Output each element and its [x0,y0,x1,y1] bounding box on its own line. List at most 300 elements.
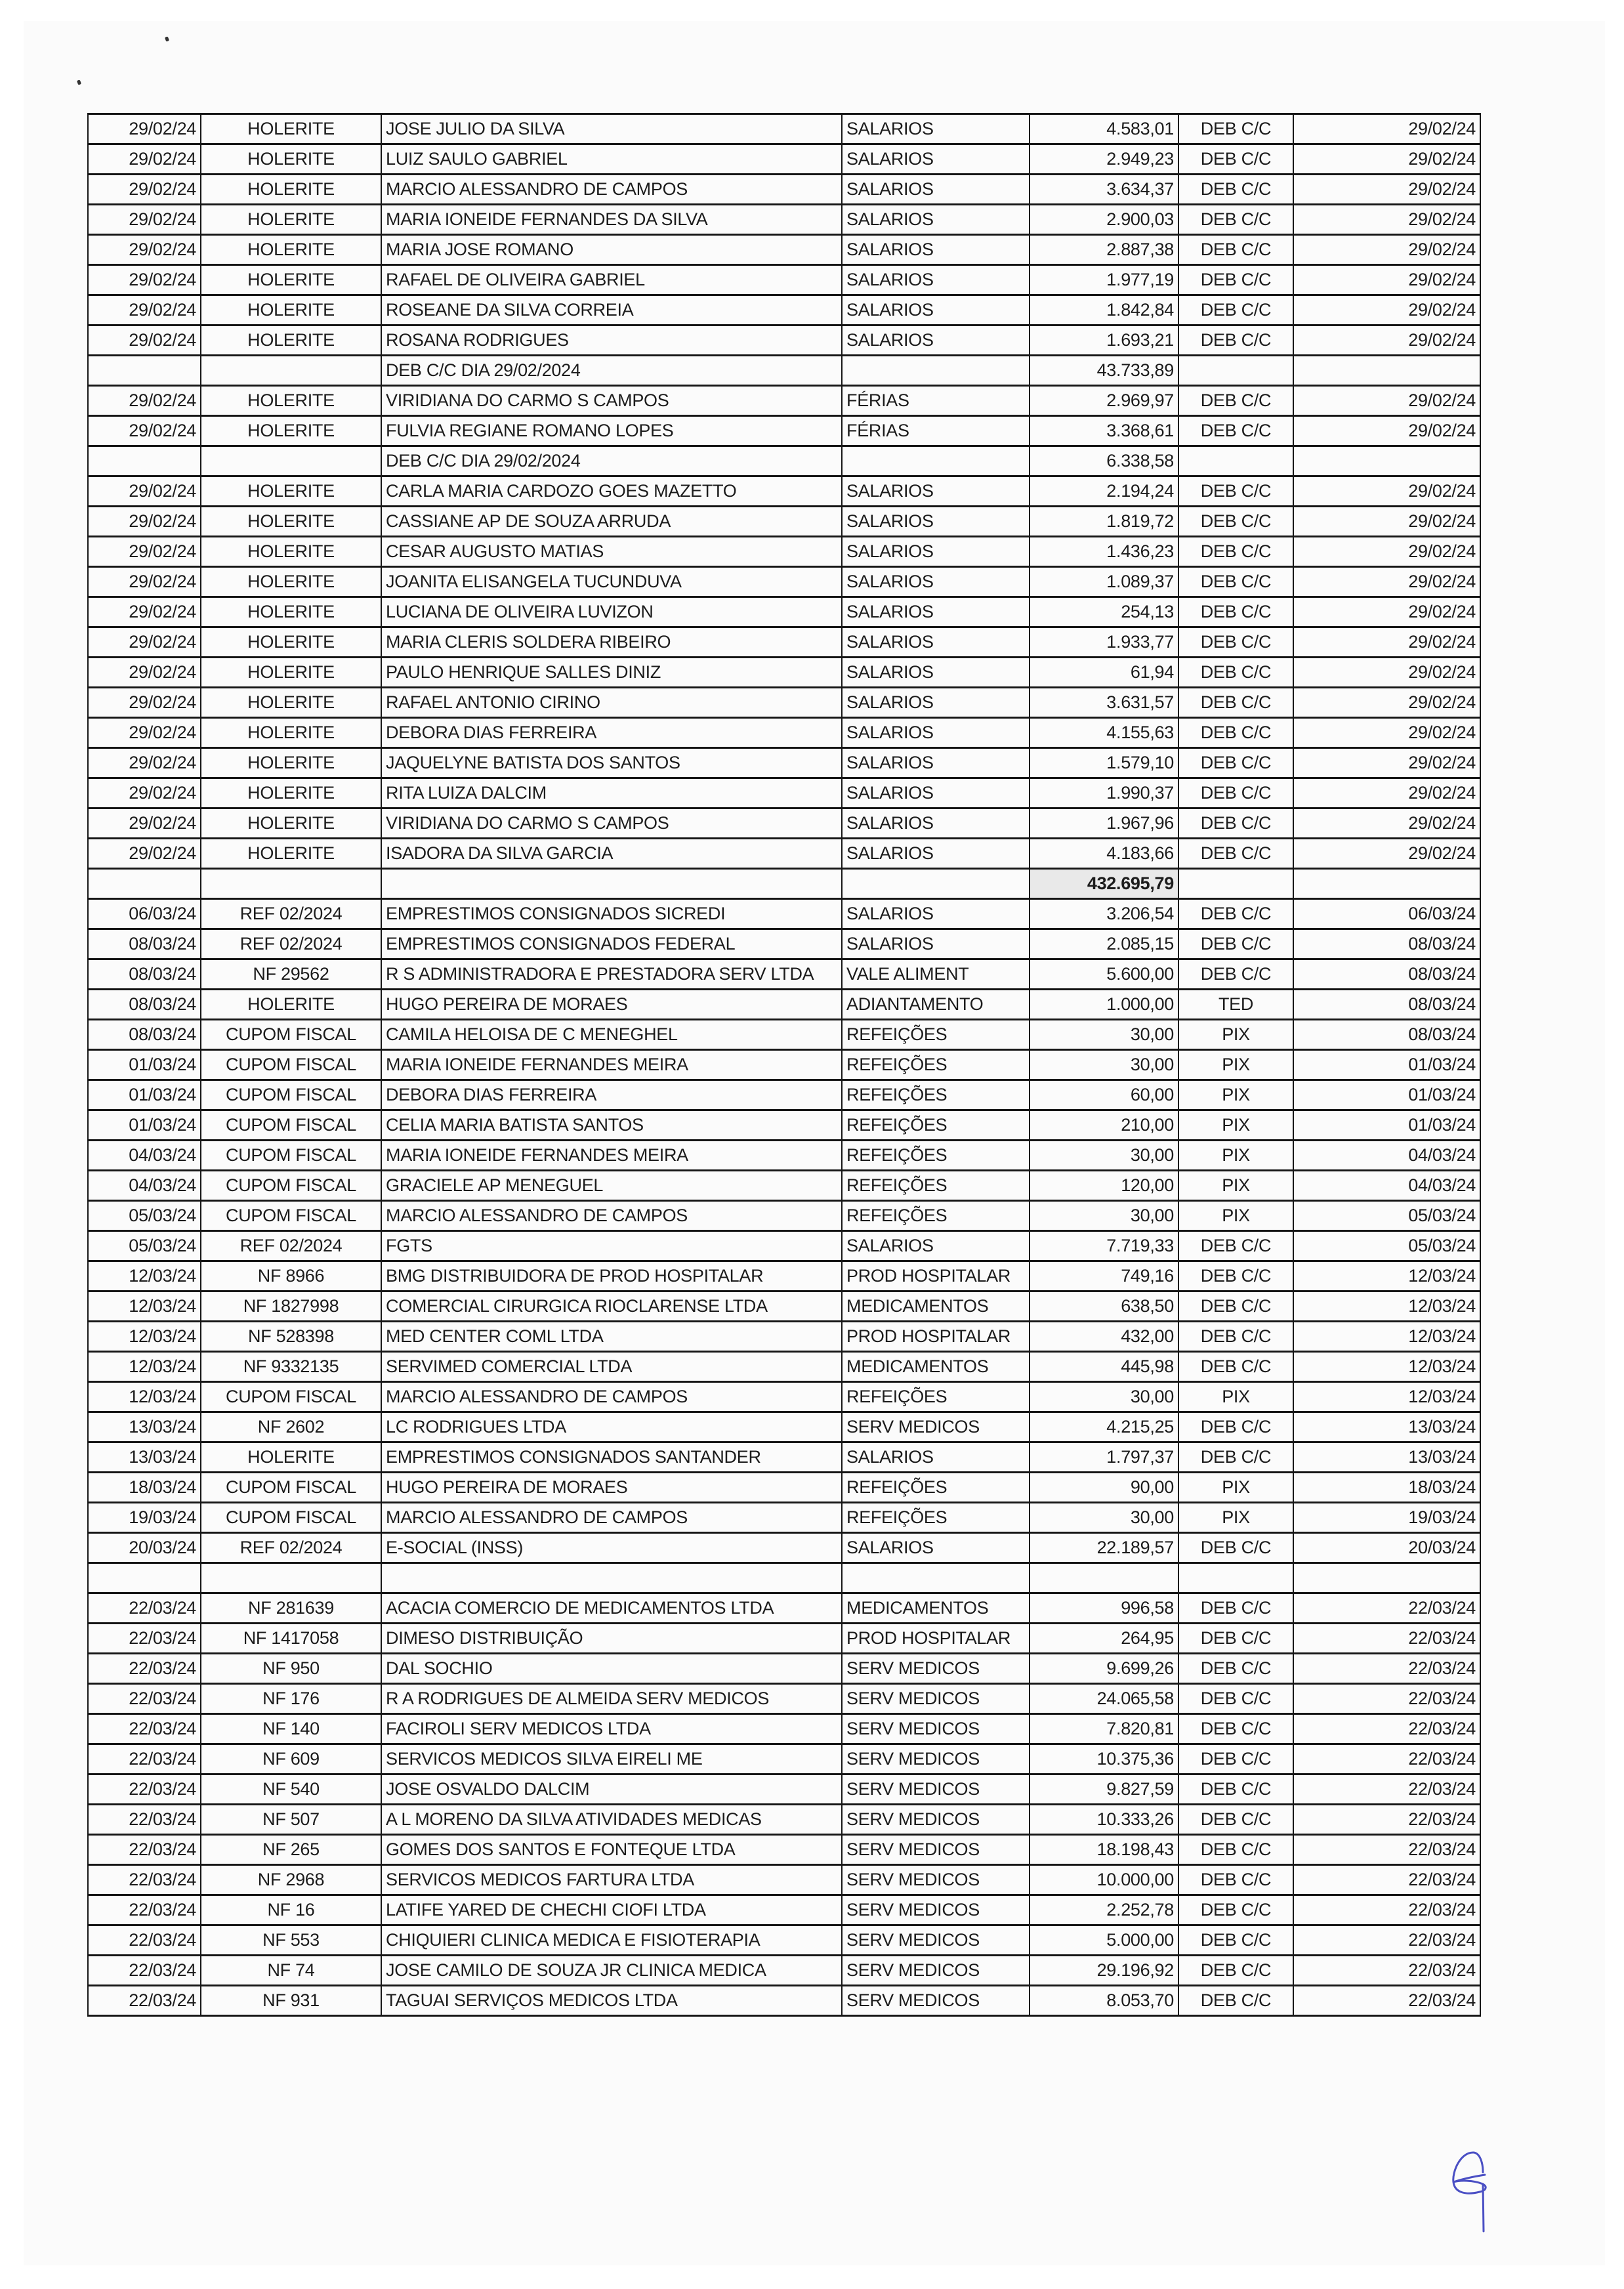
payment-method-cell: DEB C/C [1178,1986,1293,2016]
description-cell: MARIA IONEIDE FERNANDES DA SILVA [381,205,842,235]
amount-cell: 5.000,00 [1030,1925,1178,1956]
description-cell: MARIA JOSE ROMANO [381,235,842,265]
payment-date-cell: 18/03/24 [1293,1473,1480,1503]
document-ref-cell: NF 265 [201,1835,381,1865]
entry-date-cell: 29/02/24 [88,688,201,718]
payment-date-cell: 01/03/24 [1293,1050,1480,1080]
payment-date-cell: 04/03/24 [1293,1141,1480,1171]
payment-date-cell: 29/02/24 [1293,567,1480,597]
table-row [88,627,1480,658]
entry-date-cell: 01/03/24 [88,1080,201,1110]
description-cell: VIRIDIANA DO CARMO S CAMPOS [381,808,842,839]
category-cell: SERV MEDICOS [842,1835,1030,1865]
amount-cell: 10.375,36 [1030,1744,1178,1774]
entry-date-cell [88,356,201,386]
category-cell [842,446,1030,476]
description-cell: MARIA IONEIDE FERNANDES MEIRA [381,1141,842,1171]
expense-ledger-table [87,113,1481,2017]
payment-date-cell: 29/02/24 [1293,235,1480,265]
description-cell: JOSE CAMILO DE SOUZA JR CLINICA MEDICA [381,1956,842,1986]
entry-date-cell: 06/03/24 [88,899,201,929]
description-cell: MARCIO ALESSANDRO DE CAMPOS [381,1503,842,1533]
payment-date-cell: 29/02/24 [1293,386,1480,416]
category-cell: SALARIOS [842,144,1030,175]
description-cell: EMPRESTIMOS CONSIGNADOS SANTANDER [381,1442,842,1473]
category-cell: REFEIÇÕES [842,1050,1030,1080]
document-ref-cell: NF 540 [201,1774,381,1805]
category-cell: REFEIÇÕES [842,1201,1030,1231]
description-cell: GOMES DOS SANTOS E FONTEQUE LTDA [381,1835,842,1865]
table-row [88,1261,1480,1292]
document-ref-cell: HOLERITE [201,235,381,265]
payment-method-cell: PIX [1178,1201,1293,1231]
payment-method-cell: DEB C/C [1178,778,1293,808]
payment-date-cell: 29/02/24 [1293,839,1480,869]
ledger-body [88,114,1480,2016]
entry-date-cell: 29/02/24 [88,235,201,265]
entry-date-cell: 22/03/24 [88,1744,201,1774]
category-cell: SALARIOS [842,114,1030,144]
amount-cell: 60,00 [1030,1080,1178,1110]
table-row [88,1352,1480,1382]
description-cell: MARCIO ALESSANDRO DE CAMPOS [381,175,842,205]
entry-date-cell: 29/02/24 [88,295,201,326]
amount-cell: 24.065,58 [1030,1684,1178,1714]
table-row [88,1503,1480,1533]
table-row [88,990,1480,1020]
entry-date-cell [88,1563,201,1593]
amount-cell: 4.215,25 [1030,1412,1178,1442]
document-ref-cell: NF 9332135 [201,1352,381,1382]
payment-method-cell: TED [1178,990,1293,1020]
payment-method-cell: PIX [1178,1171,1293,1201]
payment-date-cell: 22/03/24 [1293,1956,1480,1986]
document-ref-cell: REF 02/2024 [201,929,381,959]
amount-cell: 254,13 [1030,597,1178,627]
subtotal-row [88,356,1480,386]
payment-method-cell: DEB C/C [1178,1533,1293,1563]
category-cell: SALARIOS [842,1533,1030,1563]
payment-method-cell: DEB C/C [1178,959,1293,990]
payment-date-cell: 01/03/24 [1293,1110,1480,1141]
description-cell: LUIZ SAULO GABRIEL [381,144,842,175]
payment-method-cell: PIX [1178,1080,1293,1110]
category-cell: SERV MEDICOS [842,1744,1030,1774]
payment-date-cell: 22/03/24 [1293,1684,1480,1714]
amount-cell: 61,94 [1030,658,1178,688]
payment-date-cell: 04/03/24 [1293,1171,1480,1201]
amount-cell: 210,00 [1030,1110,1178,1141]
entry-date-cell: 29/02/24 [88,839,201,869]
payment-method-cell: DEB C/C [1178,929,1293,959]
payment-date-cell: 08/03/24 [1293,959,1480,990]
table-row [88,1684,1480,1714]
payment-date-cell: 22/03/24 [1293,1654,1480,1684]
amount-cell: 18.198,43 [1030,1835,1178,1865]
entry-date-cell: 22/03/24 [88,1654,201,1684]
category-cell: SALARIOS [842,507,1030,537]
amount-cell: 432,00 [1030,1322,1178,1352]
category-cell: REFEIÇÕES [842,1020,1030,1050]
table-row [88,1744,1480,1774]
table-row [88,1442,1480,1473]
entry-date-cell: 29/02/24 [88,416,201,446]
entry-date-cell: 01/03/24 [88,1110,201,1141]
payment-method-cell: DEB C/C [1178,265,1293,295]
document-ref-cell [201,1563,381,1593]
document-ref-cell: CUPOM FISCAL [201,1201,381,1231]
description-cell: RAFAEL ANTONIO CIRINO [381,688,842,718]
description-cell: CASSIANE AP DE SOUZA ARRUDA [381,507,842,537]
amount-cell: 749,16 [1030,1261,1178,1292]
amount-cell: 43.733,89 [1030,356,1178,386]
table-row [88,265,1480,295]
payment-date-cell: 29/02/24 [1293,205,1480,235]
document-ref-cell: NF 507 [201,1805,381,1835]
document-ref-cell: HOLERITE [201,295,381,326]
description-cell: LC RODRIGUES LTDA [381,1412,842,1442]
payment-date-cell: 22/03/24 [1293,1714,1480,1744]
amount-cell: 90,00 [1030,1473,1178,1503]
table-row [88,1805,1480,1835]
payment-date-cell [1293,1563,1480,1593]
entry-date-cell: 22/03/24 [88,1895,201,1925]
amount-cell: 10.333,26 [1030,1805,1178,1835]
entry-date-cell: 13/03/24 [88,1412,201,1442]
entry-date-cell: 29/02/24 [88,476,201,507]
entry-date-cell: 29/02/24 [88,778,201,808]
category-cell: SALARIOS [842,567,1030,597]
document-ref-cell: HOLERITE [201,748,381,778]
table-row [88,1201,1480,1231]
table-row [88,1050,1480,1080]
category-cell: SALARIOS [842,205,1030,235]
description-cell: R A RODRIGUES DE ALMEIDA SERV MEDICOS [381,1684,842,1714]
document-ref-cell: NF 2968 [201,1865,381,1895]
payment-date-cell: 29/02/24 [1293,688,1480,718]
entry-date-cell: 29/02/24 [88,567,201,597]
document-ref-cell: HOLERITE [201,416,381,446]
category-cell: REFEIÇÕES [842,1382,1030,1412]
table-row [88,1473,1480,1503]
payment-method-cell: DEB C/C [1178,235,1293,265]
category-cell: FÉRIAS [842,386,1030,416]
description-cell: SERVICOS MEDICOS FARTURA LTDA [381,1865,842,1895]
description-cell: DEBORA DIAS FERREIRA [381,718,842,748]
category-cell: SALARIOS [842,537,1030,567]
amount-cell: 3.631,57 [1030,688,1178,718]
category-cell: SALARIOS [842,597,1030,627]
amount-cell: 4.183,66 [1030,839,1178,869]
description-cell: HUGO PEREIRA DE MORAES [381,990,842,1020]
description-cell: FGTS [381,1231,842,1261]
document-ref-cell: CUPOM FISCAL [201,1503,381,1533]
entry-date-cell: 12/03/24 [88,1292,201,1322]
amount-cell [1030,1563,1178,1593]
entry-date-cell: 29/02/24 [88,627,201,658]
entry-date-cell: 08/03/24 [88,990,201,1020]
table-row [88,959,1480,990]
amount-cell: 30,00 [1030,1141,1178,1171]
description-cell: ACACIA COMERCIO DE MEDICAMENTOS LTDA [381,1593,842,1624]
payment-date-cell: 22/03/24 [1293,1593,1480,1624]
amount-cell: 29.196,92 [1030,1956,1178,1986]
payment-method-cell: DEB C/C [1178,1261,1293,1292]
amount-cell: 2.969,97 [1030,386,1178,416]
payment-date-cell: 12/03/24 [1293,1382,1480,1412]
payment-date-cell: 22/03/24 [1293,1774,1480,1805]
payment-date-cell: 22/03/24 [1293,1805,1480,1835]
description-cell: E-SOCIAL (INSS) [381,1533,842,1563]
payment-date-cell: 08/03/24 [1293,929,1480,959]
description-cell: VIRIDIANA DO CARMO S CAMPOS [381,386,842,416]
entry-date-cell: 22/03/24 [88,1774,201,1805]
amount-cell: 638,50 [1030,1292,1178,1322]
amount-cell: 445,98 [1030,1352,1178,1382]
category-cell: SALARIOS [842,235,1030,265]
payment-date-cell: 29/02/24 [1293,265,1480,295]
document-ref-cell: CUPOM FISCAL [201,1141,381,1171]
amount-cell: 120,00 [1030,1171,1178,1201]
table-row [88,1292,1480,1322]
document-ref-cell: HOLERITE [201,205,381,235]
payment-method-cell: DEB C/C [1178,839,1293,869]
description-cell: MARIA CLERIS SOLDERA RIBEIRO [381,627,842,658]
payment-date-cell: 29/02/24 [1293,748,1480,778]
category-cell: SERV MEDICOS [842,1714,1030,1744]
document-ref-cell [201,446,381,476]
entry-date-cell: 29/02/24 [88,205,201,235]
category-cell: SALARIOS [842,295,1030,326]
payment-method-cell: DEB C/C [1178,718,1293,748]
document-ref-cell: NF 609 [201,1744,381,1774]
entry-date-cell: 20/03/24 [88,1533,201,1563]
amount-cell: 1.693,21 [1030,326,1178,356]
payment-method-cell: PIX [1178,1050,1293,1080]
description-cell: CARLA MARIA CARDOZO GOES MAZETTO [381,476,842,507]
category-cell: MEDICAMENTOS [842,1352,1030,1382]
document-ref-cell: NF 74 [201,1956,381,1986]
document-ref-cell: HOLERITE [201,265,381,295]
description-cell: CELIA MARIA BATISTA SANTOS [381,1110,842,1141]
description-cell: DEB C/C DIA 29/02/2024 [381,356,842,386]
document-ref-cell: HOLERITE [201,507,381,537]
amount-cell: 7.719,33 [1030,1231,1178,1261]
document-ref-cell: CUPOM FISCAL [201,1050,381,1080]
category-cell [842,356,1030,386]
table-row [88,1654,1480,1684]
payment-date-cell: 29/02/24 [1293,808,1480,839]
description-cell: CHIQUIERI CLINICA MEDICA E FISIOTERAPIA [381,1925,842,1956]
category-cell: SERV MEDICOS [842,1412,1030,1442]
payment-method-cell [1178,446,1293,476]
payment-method-cell: DEB C/C [1178,748,1293,778]
payment-method-cell: DEB C/C [1178,1412,1293,1442]
description-cell: LATIFE YARED DE CHECHI CIOFI LTDA [381,1895,842,1925]
payment-method-cell: DEB C/C [1178,476,1293,507]
amount-cell: 1.819,72 [1030,507,1178,537]
payment-date-cell: 13/03/24 [1293,1442,1480,1473]
table-row [88,326,1480,356]
payment-method-cell: DEB C/C [1178,205,1293,235]
document-ref-cell: CUPOM FISCAL [201,1110,381,1141]
payment-date-cell: 29/02/24 [1293,718,1480,748]
payment-method-cell: DEB C/C [1178,1442,1293,1473]
amount-cell: 2.085,15 [1030,929,1178,959]
category-cell: SERV MEDICOS [842,1956,1030,1986]
description-cell: ROSANA RODRIGUES [381,326,842,356]
document-ref-cell: CUPOM FISCAL [201,1080,381,1110]
payment-method-cell: DEB C/C [1178,1865,1293,1895]
table-row [88,416,1480,446]
payment-method-cell: DEB C/C [1178,326,1293,356]
payment-method-cell [1178,1563,1293,1593]
amount-cell: 1.797,37 [1030,1442,1178,1473]
category-cell: SALARIOS [842,718,1030,748]
payment-date-cell: 29/02/24 [1293,476,1480,507]
table-row [88,1835,1480,1865]
payment-method-cell: PIX [1178,1382,1293,1412]
table-row [88,235,1480,265]
category-cell: SERV MEDICOS [842,1654,1030,1684]
entry-date-cell: 29/02/24 [88,326,201,356]
entry-date-cell: 29/02/24 [88,114,201,144]
document-ref-cell: NF 1417058 [201,1624,381,1654]
payment-date-cell: 12/03/24 [1293,1261,1480,1292]
table-row [88,748,1480,778]
category-cell: SALARIOS [842,265,1030,295]
category-cell: REFEIÇÕES [842,1503,1030,1533]
amount-cell: 10.000,00 [1030,1865,1178,1895]
description-cell: COMERCIAL CIRURGICA RIOCLARENSE LTDA [381,1292,842,1322]
category-cell [842,1563,1030,1593]
entry-date-cell: 08/03/24 [88,929,201,959]
amount-cell: 1.990,37 [1030,778,1178,808]
table-row [88,778,1480,808]
payment-date-cell: 29/02/24 [1293,537,1480,567]
table-row [88,175,1480,205]
entry-date-cell: 29/02/24 [88,537,201,567]
category-cell: SERV MEDICOS [842,1865,1030,1895]
entry-date-cell: 29/02/24 [88,597,201,627]
entry-date-cell: 12/03/24 [88,1352,201,1382]
table-row [88,839,1480,869]
payment-date-cell: 22/03/24 [1293,1624,1480,1654]
payment-method-cell [1178,356,1293,386]
description-cell: MARIA IONEIDE FERNANDES MEIRA [381,1050,842,1080]
category-cell: SALARIOS [842,1442,1030,1473]
entry-date-cell: 22/03/24 [88,1835,201,1865]
payment-date-cell: 05/03/24 [1293,1231,1480,1261]
category-cell: SALARIOS [842,688,1030,718]
category-cell: SALARIOS [842,929,1030,959]
table-row [88,1412,1480,1442]
description-cell: TAGUAI SERVIÇOS MEDICOS LTDA [381,1986,842,2016]
payment-date-cell: 05/03/24 [1293,1201,1480,1231]
description-cell: BMG DISTRIBUIDORA DE PROD HOSPITALAR [381,1261,842,1292]
description-cell: ISADORA DA SILVA GARCIA [381,839,842,869]
amount-cell: 2.900,03 [1030,205,1178,235]
document-ref-cell: HOLERITE [201,114,381,144]
table-row [88,1925,1480,1956]
description-cell: RITA LUIZA DALCIM [381,778,842,808]
table-row [88,1624,1480,1654]
document-ref-cell: HOLERITE [201,144,381,175]
description-cell: DEB C/C DIA 29/02/2024 [381,446,842,476]
payment-method-cell: DEB C/C [1178,1925,1293,1956]
payment-method-cell: DEB C/C [1178,808,1293,839]
payment-method-cell: DEB C/C [1178,1292,1293,1322]
document-ref-cell: HOLERITE [201,1442,381,1473]
document-ref-cell: HOLERITE [201,537,381,567]
payment-date-cell: 22/03/24 [1293,1865,1480,1895]
category-cell: SERV MEDICOS [842,1805,1030,1835]
table-row [88,1322,1480,1352]
entry-date-cell: 05/03/24 [88,1201,201,1231]
entry-date-cell: 22/03/24 [88,1925,201,1956]
payment-method-cell: DEB C/C [1178,1322,1293,1352]
payment-date-cell: 29/02/24 [1293,295,1480,326]
payment-method-cell: DEB C/C [1178,175,1293,205]
category-cell: SALARIOS [842,326,1030,356]
amount-cell: 2.194,24 [1030,476,1178,507]
description-cell: PAULO HENRIQUE SALLES DINIZ [381,658,842,688]
category-cell: MEDICAMENTOS [842,1292,1030,1322]
payment-method-cell: DEB C/C [1178,1744,1293,1774]
entry-date-cell: 12/03/24 [88,1261,201,1292]
amount-cell: 1.842,84 [1030,295,1178,326]
payment-date-cell: 29/02/24 [1293,658,1480,688]
table-row [88,1895,1480,1925]
entry-date-cell: 29/02/24 [88,718,201,748]
table-row [88,597,1480,627]
table-row [88,567,1480,597]
category-cell: ADIANTAMENTO [842,990,1030,1020]
amount-cell: 9.699,26 [1030,1654,1178,1684]
document-ref-cell: HOLERITE [201,990,381,1020]
amount-cell: 2.887,38 [1030,235,1178,265]
payment-date-cell: 06/03/24 [1293,899,1480,929]
table-row [88,1171,1480,1201]
payment-date-cell [1293,869,1480,899]
table-row [88,1593,1480,1624]
payment-date-cell: 29/02/24 [1293,597,1480,627]
entry-date-cell: 29/02/24 [88,507,201,537]
description-cell: JOSE OSVALDO DALCIM [381,1774,842,1805]
payment-date-cell: 08/03/24 [1293,1020,1480,1050]
amount-cell: 264,95 [1030,1624,1178,1654]
amount-cell: 6.338,58 [1030,446,1178,476]
category-cell: SERV MEDICOS [842,1925,1030,1956]
category-cell: REFEIÇÕES [842,1141,1030,1171]
payment-method-cell: PIX [1178,1473,1293,1503]
description-cell: SERVIMED COMERCIAL LTDA [381,1352,842,1382]
payment-date-cell: 20/03/24 [1293,1533,1480,1563]
description-cell: ROSEANE DA SILVA CORREIA [381,295,842,326]
description-cell: JOSE JULIO DA SILVA [381,114,842,144]
payment-date-cell: 29/02/24 [1293,627,1480,658]
document-ref-cell: NF 8966 [201,1261,381,1292]
amount-cell: 4.155,63 [1030,718,1178,748]
description-cell: DAL SOCHIO [381,1654,842,1684]
entry-date-cell: 29/02/24 [88,265,201,295]
payment-method-cell: PIX [1178,1020,1293,1050]
table-row [88,808,1480,839]
entry-date-cell: 29/02/24 [88,748,201,778]
entry-date-cell [88,869,201,899]
document-ref-cell: CUPOM FISCAL [201,1171,381,1201]
description-cell: FACIROLI SERV MEDICOS LTDA [381,1714,842,1744]
